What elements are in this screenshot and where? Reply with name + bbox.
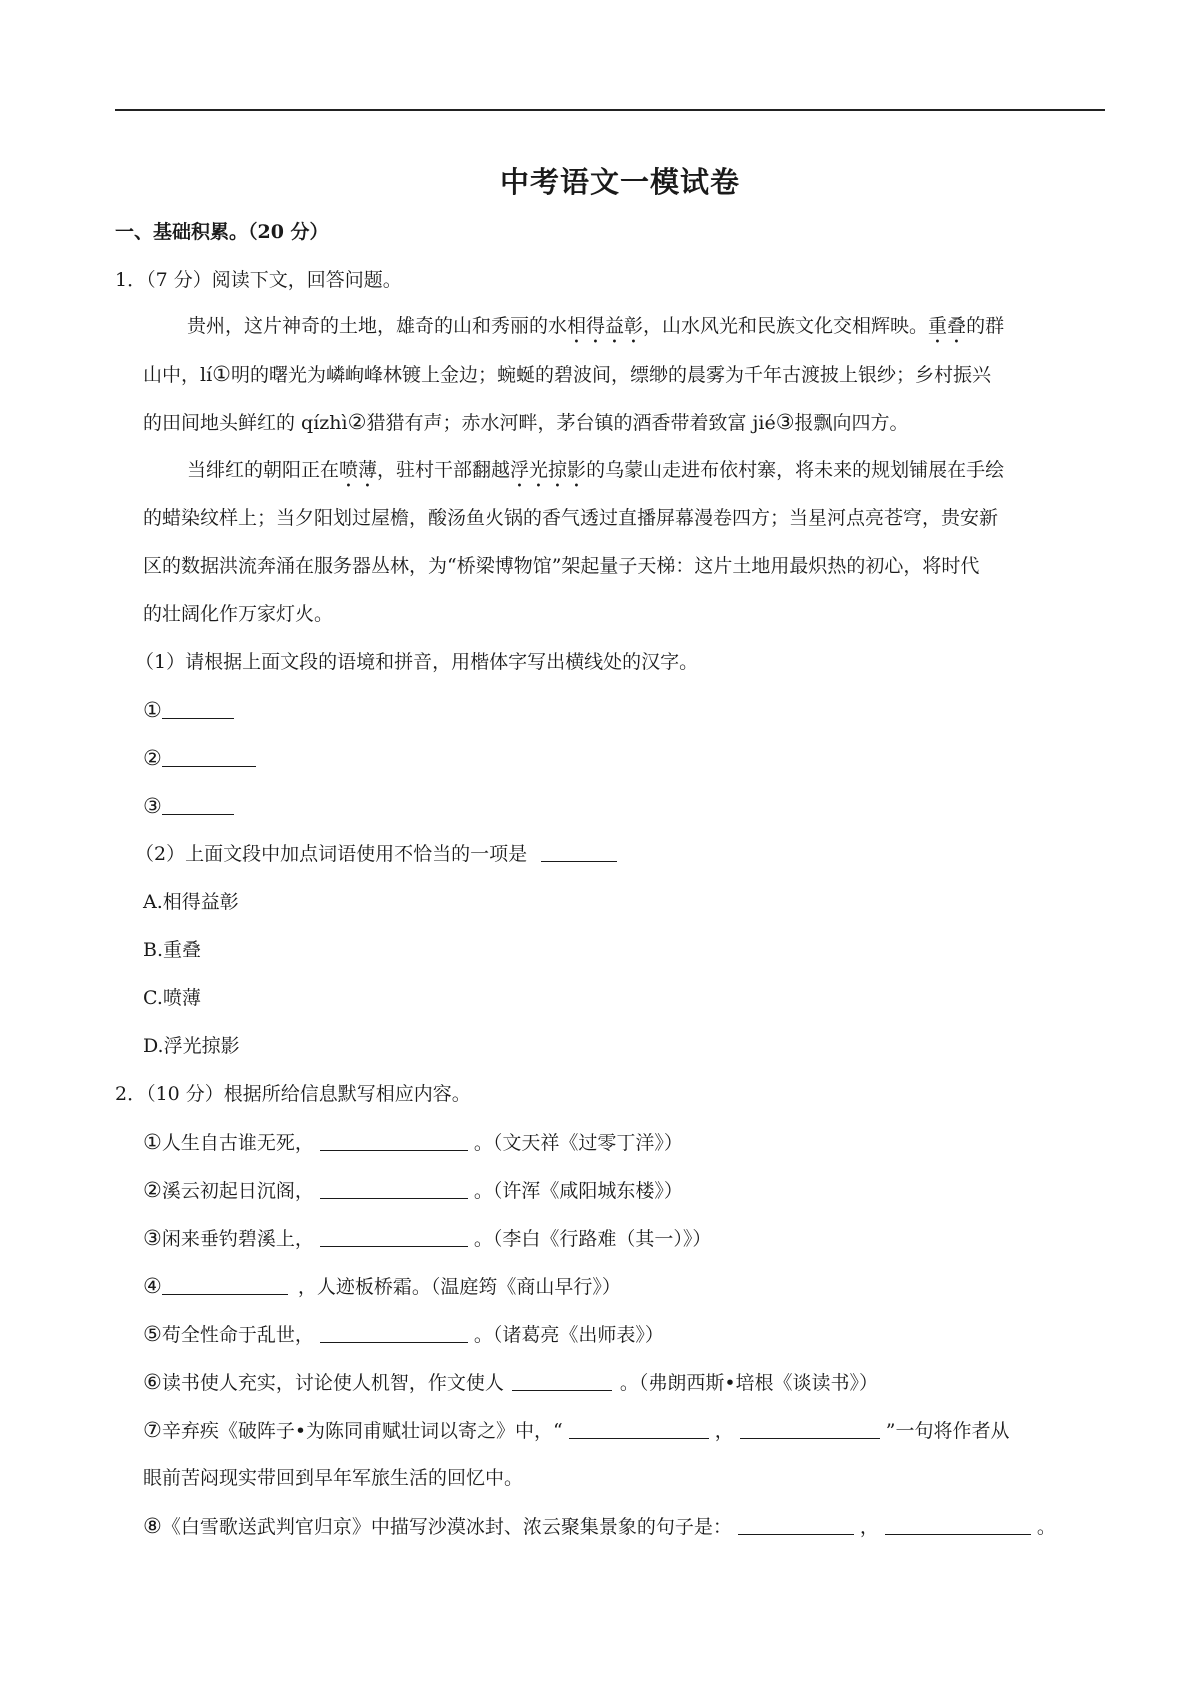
passage-text: 的群 bbox=[966, 315, 1005, 337]
subquestion-2-prompt bbox=[135, 842, 617, 868]
passage-text: 明的曙光为嶙峋峰林镀上金边；蜿蜒的碧波间，缥缈的晨雾为千年古渡披上银纱；乡村振兴 bbox=[230, 364, 991, 386]
answer-line-1 bbox=[143, 698, 234, 724]
item-source: ，人迹板桥霜。（温庭筠《商山早行》） bbox=[297, 1276, 621, 1298]
answer-blank bbox=[541, 842, 617, 862]
answer-blank bbox=[162, 747, 256, 767]
answer-blank bbox=[320, 1179, 468, 1199]
subquestion-1-prompt: （1）请根据上面文段的语境和拼音，用楷体字写出横线处的汉字。 bbox=[135, 651, 699, 673]
section-heading: 一、基础积累。（20 分） bbox=[115, 221, 329, 243]
item-text: ， bbox=[714, 1420, 734, 1442]
recitation-item-8 bbox=[143, 1514, 1056, 1540]
item-source: 。（弗朗西斯•培根《谈读书》） bbox=[619, 1372, 879, 1394]
dotted-word-2: 重叠 bbox=[928, 315, 967, 337]
question-1-stem: 1．（7 分）阅读下文，回答问题。 bbox=[115, 269, 402, 291]
circled-number: ⑤ bbox=[143, 1322, 162, 1346]
recitation-item-7-continued: 眼前苦闷现实带回到早年军旅生活的回忆中。 bbox=[143, 1467, 524, 1489]
item-text: 苟全性命于乱世， bbox=[161, 1324, 314, 1346]
answer-blank bbox=[740, 1419, 880, 1439]
recitation-item-2 bbox=[143, 1178, 683, 1204]
item-source: 。（许浑《咸阳城东楼》） bbox=[473, 1180, 683, 1202]
item-text: 人生自古谁无死， bbox=[161, 1132, 314, 1154]
passage-text: 猎猎有声；赤水河畔，茅台镇的酒香带着致富 jié bbox=[366, 412, 776, 434]
answer-blank bbox=[738, 1515, 854, 1535]
answer-blank bbox=[162, 795, 234, 815]
option-a: A.相得益彰 bbox=[143, 891, 239, 913]
answer-blank bbox=[569, 1419, 709, 1439]
recitation-item-1 bbox=[143, 1130, 683, 1156]
answer-blank bbox=[320, 1131, 468, 1151]
item-source: 。（文天祥《过零丁洋》） bbox=[473, 1132, 683, 1154]
passage-p1-line-2 bbox=[143, 362, 991, 388]
option-d: D.浮光掠影 bbox=[143, 1035, 240, 1057]
passage-p2-line-4: 的壮阔化作万家灯火。 bbox=[143, 603, 334, 625]
passage-p2-line-2: 的蜡染纹样上；当夕阳划过屋檐，酸汤鱼火锅的香气透过直播屏幕漫卷四方；当星河点亮苍穹，贵安新 bbox=[143, 507, 999, 529]
passage-text: 贵州，这片神奇的土地，雄奇的山和秀丽的水 bbox=[187, 315, 568, 337]
passage-text: 山中，lí bbox=[143, 364, 213, 386]
circled-number: ① bbox=[143, 1130, 162, 1154]
item-text: 读书使人充实，讨论使人机智，作文使人 bbox=[161, 1372, 504, 1394]
header-rule bbox=[115, 109, 1105, 111]
recitation-item-5 bbox=[143, 1322, 664, 1348]
question-2-stem: 2．（10 分）根据所给信息默写相应内容。 bbox=[115, 1083, 471, 1105]
option-c: C.喷薄 bbox=[143, 987, 201, 1009]
circled-number: ③ bbox=[143, 1226, 162, 1250]
circled-number: ④ bbox=[143, 1274, 162, 1298]
item-text: 溪云初起日沉阁， bbox=[161, 1180, 314, 1202]
answer-blank bbox=[512, 1371, 612, 1391]
circled-number: ② bbox=[143, 746, 162, 770]
circled-number: ⑦ bbox=[143, 1418, 162, 1442]
item-text: 。 bbox=[1036, 1516, 1056, 1538]
passage-text: ，山水风光和民族文化交相辉映。 bbox=[643, 315, 929, 337]
answer-line-3 bbox=[143, 794, 234, 820]
circled-number: ② bbox=[143, 1178, 162, 1202]
answer-blank bbox=[885, 1515, 1031, 1535]
answer-blank bbox=[320, 1227, 468, 1247]
answer-line-2 bbox=[143, 746, 256, 772]
recitation-item-7 bbox=[143, 1418, 1009, 1444]
item-text: 《白雪歌送武判官归京》中描写沙漠冰封、浓云聚集景象的句子是： bbox=[161, 1516, 732, 1538]
page-title: 中考语文一模试卷 bbox=[499, 165, 740, 199]
dotted-word-4: 浮光掠影 bbox=[510, 459, 587, 481]
item-text: 辛弃疾《破阵子•为陈同甫赋壮词以寄之》中，“ bbox=[161, 1420, 563, 1442]
passage-text: ，驻村干部翻越 bbox=[377, 459, 511, 481]
circled-number: ⑥ bbox=[143, 1370, 162, 1394]
subquestion-2-text: （2）上面文段中加点词语使用不恰当的一项是 bbox=[135, 843, 528, 865]
passage-p1-line-3 bbox=[143, 410, 909, 436]
answer-blank bbox=[162, 1275, 288, 1295]
passage-p2-line-1 bbox=[187, 458, 1004, 484]
item-text: ， bbox=[859, 1516, 879, 1538]
passage-text: 的乌蒙山走进布依村寨，将未来的规划铺展在手绘 bbox=[586, 459, 1005, 481]
option-b: B.重叠 bbox=[143, 939, 202, 961]
recitation-item-6 bbox=[143, 1370, 878, 1396]
passage-p1-line-1 bbox=[187, 314, 1004, 340]
dotted-word-1: 相得益彰 bbox=[567, 315, 644, 337]
recitation-item-4 bbox=[143, 1274, 621, 1300]
answer-blank bbox=[162, 699, 234, 719]
blank-mark-3: ③ bbox=[775, 410, 795, 434]
answer-blank bbox=[320, 1323, 468, 1343]
blank-mark-1: ① bbox=[212, 362, 231, 386]
circled-number: ① bbox=[143, 698, 162, 722]
blank-mark-2: ② bbox=[347, 410, 367, 434]
circled-number: ③ bbox=[143, 794, 162, 818]
passage-text: 当绯红的朝阳正在 bbox=[187, 459, 340, 481]
item-text: ”一句将作者从 bbox=[885, 1420, 1010, 1442]
item-source: 。（李白《行路难（其一）》） bbox=[473, 1228, 712, 1250]
dotted-word-3: 喷薄 bbox=[339, 459, 378, 481]
passage-p2-line-3: 区的数据洪流奔涌在服务器丛林，为“桥梁博物馆”架起量子天梯：这片土地用最炽热的初心，将时代 bbox=[143, 555, 980, 577]
passage-text: 的田间地头鲜红的 qízhì bbox=[143, 412, 348, 434]
circled-number: ⑧ bbox=[143, 1514, 162, 1538]
recitation-item-3 bbox=[143, 1226, 711, 1252]
item-text: 闲来垂钓碧溪上， bbox=[161, 1228, 314, 1250]
passage-text: 报飘向四方。 bbox=[794, 412, 909, 434]
item-source: 。（诸葛亮《出师表》） bbox=[473, 1324, 664, 1346]
